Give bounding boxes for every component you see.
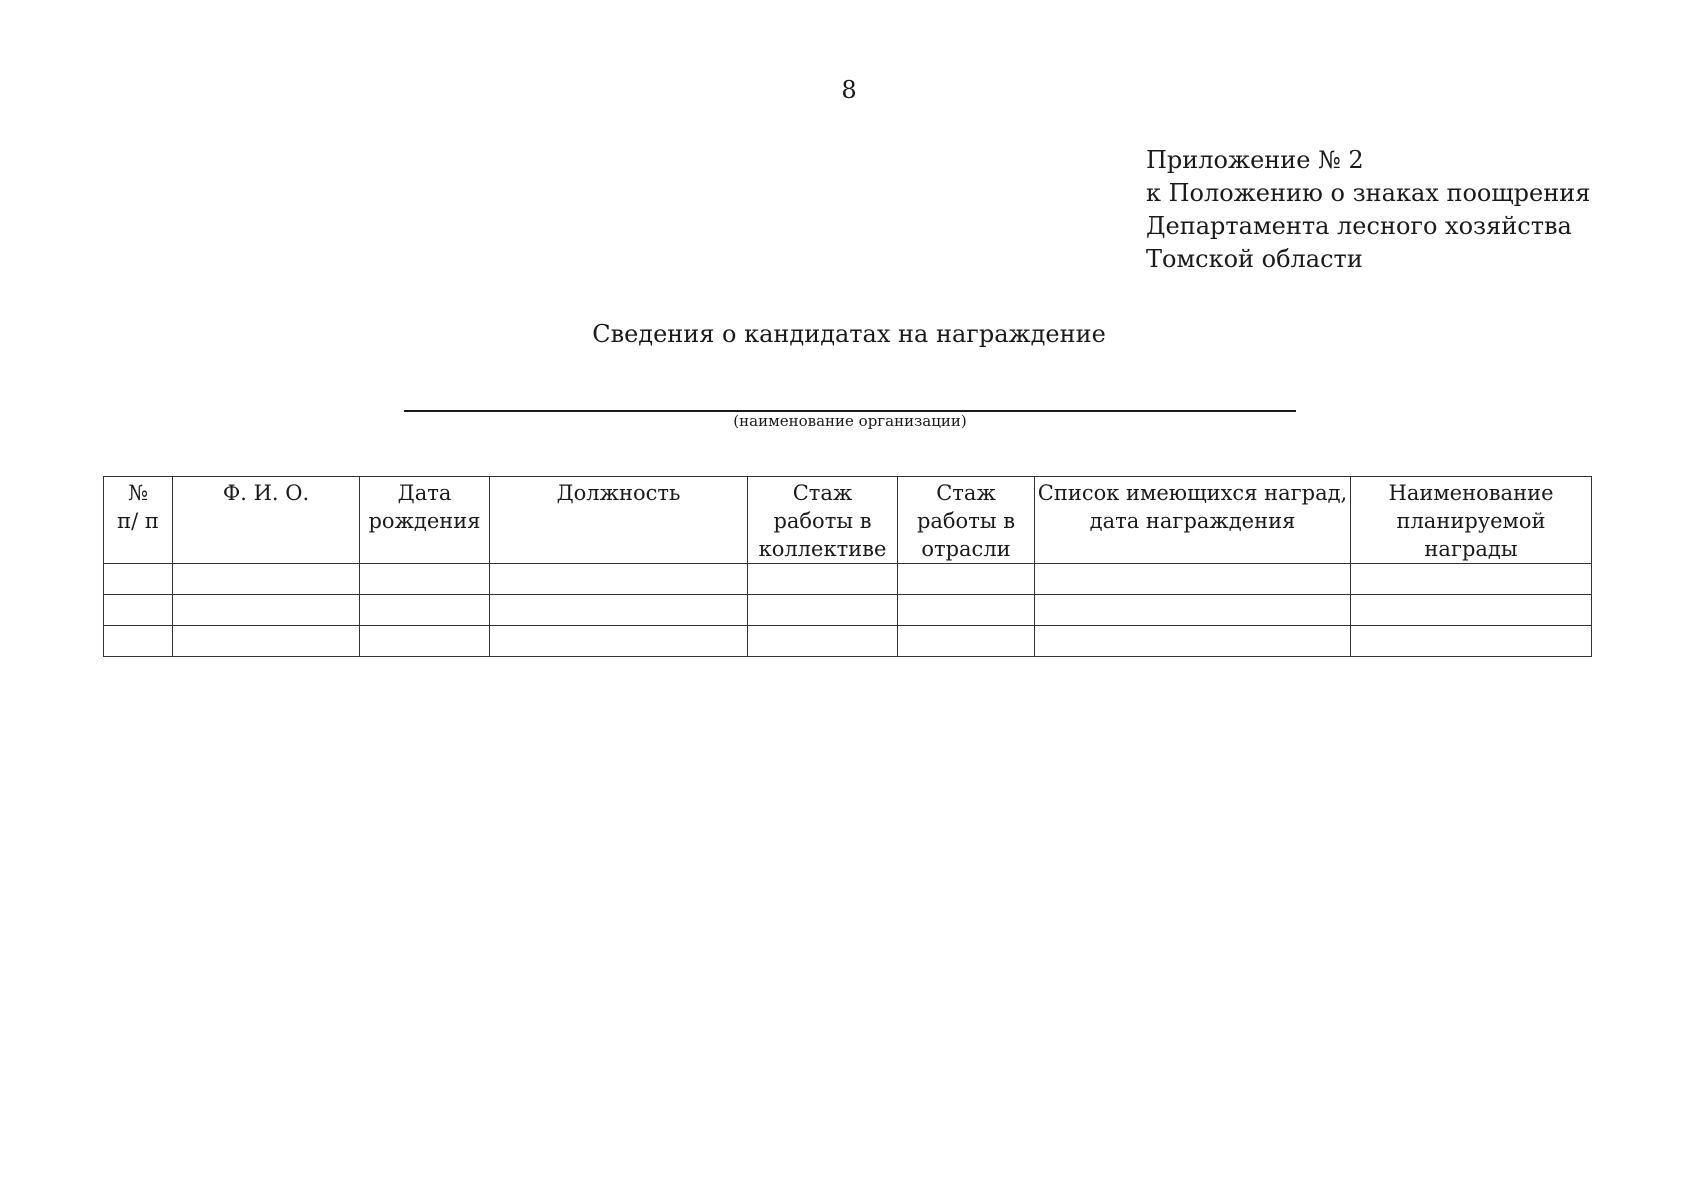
table-cell <box>898 595 1035 626</box>
header-text: № <box>128 481 148 505</box>
table-cell <box>104 626 173 657</box>
header-cell-planned-award <box>1351 477 1592 564</box>
table-cell <box>360 564 490 595</box>
table-cell <box>748 595 898 626</box>
table-cell <box>104 595 173 626</box>
header-text: п/ п <box>117 509 159 533</box>
appendix-line: к Положению о знаках поощрения <box>1146 179 1591 207</box>
table-cell <box>748 564 898 595</box>
header-text: Наименование <box>1388 481 1554 505</box>
table-cell <box>360 595 490 626</box>
table-cell <box>490 564 748 595</box>
table-cell <box>173 564 360 595</box>
header-text: Список имеющихся наград, <box>1037 481 1348 505</box>
table-cell <box>748 626 898 657</box>
appendix-line: Приложение № 2 <box>1146 146 1364 174</box>
page-number: 8 <box>841 76 857 104</box>
header-text: Стаж <box>936 481 996 505</box>
table-cell <box>104 564 173 595</box>
header-cell-team-experience <box>748 477 898 564</box>
candidates-table <box>103 476 1592 657</box>
table-cell <box>898 564 1035 595</box>
table-cell <box>1351 626 1592 657</box>
header-text: дата награждения <box>1089 509 1296 533</box>
appendix-block <box>1146 144 1590 276</box>
header-cell-birth-date <box>360 477 490 564</box>
table-cell <box>173 626 360 657</box>
header-cell-existing-awards <box>1035 477 1351 564</box>
header-text: награды <box>1424 537 1518 561</box>
header-text: коллективе <box>758 537 887 561</box>
header-text: Должность <box>556 481 681 505</box>
document-title: Сведения о кандидатах на награждение <box>592 320 1106 348</box>
header-text: Дата <box>397 481 452 505</box>
header-cell-number <box>104 477 173 564</box>
table-cell <box>1351 595 1592 626</box>
header-cell-industry-experience <box>898 477 1035 564</box>
table-cell <box>1035 626 1351 657</box>
table-cell <box>490 626 748 657</box>
appendix-line: Департамента лесного хозяйства <box>1146 212 1572 240</box>
table-cell <box>1035 564 1351 595</box>
table-row <box>104 626 1592 657</box>
header-text: планируемой <box>1396 509 1546 533</box>
table-cell <box>360 626 490 657</box>
table-header-row <box>104 477 1592 564</box>
header-cell-full-name <box>173 477 360 564</box>
header-text: Стаж <box>792 481 853 505</box>
organization-caption: (наименование организации) <box>733 412 967 430</box>
header-text: рождения <box>368 509 481 533</box>
table-cell <box>490 595 748 626</box>
table-row <box>104 595 1592 626</box>
table-cell <box>1035 595 1351 626</box>
header-text: работы в <box>916 509 1016 533</box>
appendix-line: Томской области <box>1146 245 1363 273</box>
table-cell <box>1351 564 1592 595</box>
table-row <box>104 564 1592 595</box>
table-cell <box>898 626 1035 657</box>
table-cell <box>173 595 360 626</box>
header-text: Ф. И. О. <box>222 481 310 505</box>
header-text: работы в <box>773 509 872 533</box>
header-text: отрасли <box>921 537 1011 561</box>
header-cell-position <box>490 477 748 564</box>
